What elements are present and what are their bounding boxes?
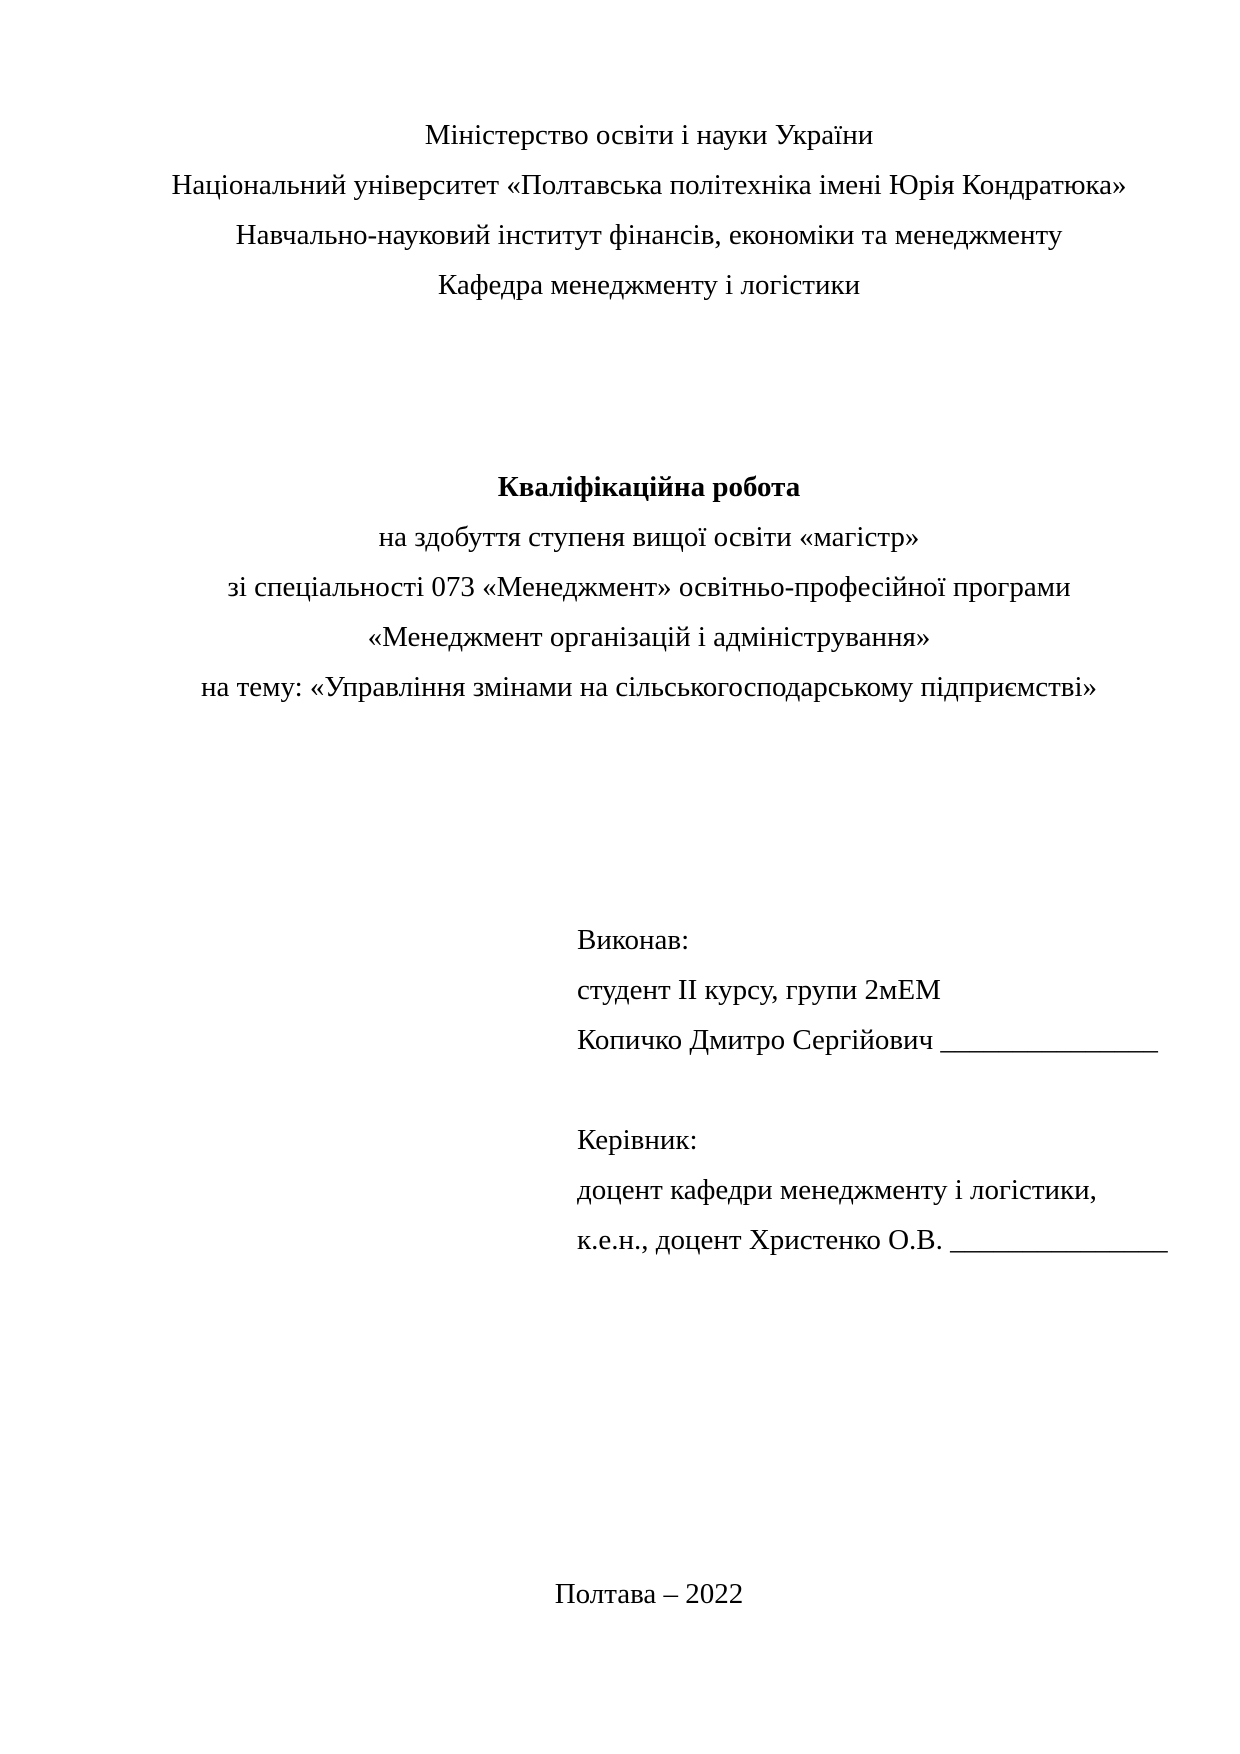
university-name: Національний університет «Полтавська політехніка імені Юрія Кондратюка»	[171, 169, 1127, 201]
city-year: Полтава – 2022	[554, 1578, 744, 1610]
supervisor-label: Керівник:	[577, 1124, 698, 1156]
specialty-line: зі спеціальності 073 «Менеджмент» освітньо-професійної програми	[227, 571, 1071, 603]
ministry-name: Міністерство освіти і науки України	[424, 119, 874, 151]
work-title: Кваліфікаційна робота	[497, 471, 801, 503]
performer-label: Виконав:	[577, 924, 690, 956]
supervisor-position: доцент кафедри менеджменту і логістики,	[577, 1174, 1097, 1206]
performer-name-signature: Копичко Дмитро Сергійович _______________	[577, 1024, 1158, 1056]
performer-position: студент II курсу, групи 2мЕМ	[577, 974, 941, 1006]
institute-name: Навчально-науковий інститут фінансів, економіки та менеджменту	[235, 219, 1063, 251]
supervisor-name-signature: к.е.н., доцент Христенко О.В. _______________	[577, 1224, 1168, 1256]
degree-line: на здобуття ступеня вищої освіти «магістр»	[378, 521, 920, 553]
department-name: Кафедра менеджменту і логістики	[437, 269, 861, 301]
program-line: «Менеджмент організацій і адміністрування»	[367, 621, 931, 653]
topic-line: на тему: «Управління змінами на сільськогосподарському підприємстві»	[200, 671, 1098, 703]
